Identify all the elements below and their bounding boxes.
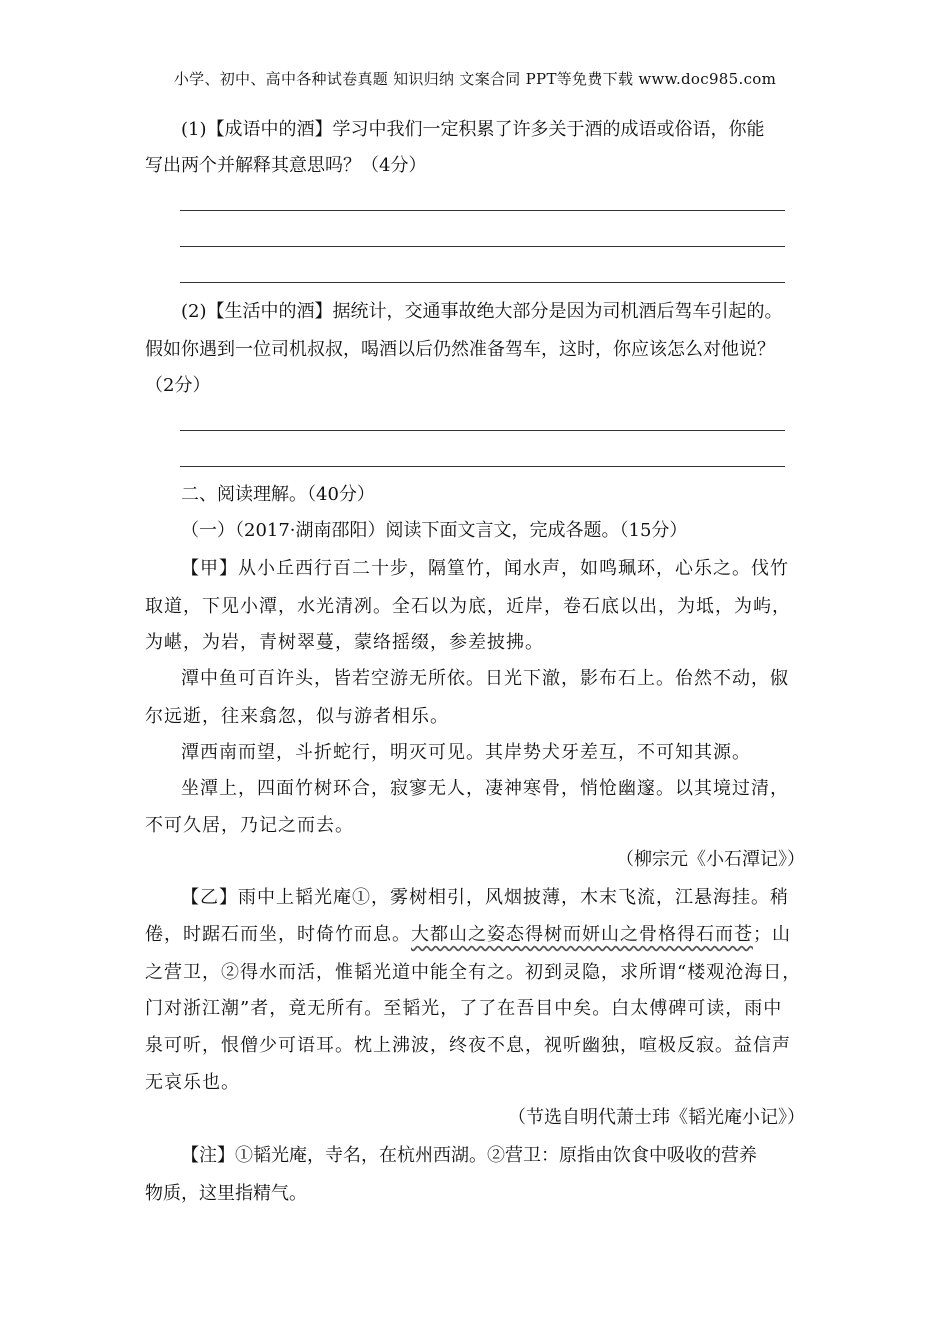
question-2-line-1: (2)【生活中的酒】据统计，交通事故绝大部分是因为司机酒后驾车引起的。 (181, 301, 783, 322)
passage-jia-line: 尔远逝，往来翕忽，似与游者相乐。 (145, 706, 449, 727)
answer-line[interactable] (180, 246, 785, 247)
page-header: 小学、初中、高中各种试卷真题 知识归纳 文案合同 PPT等免费下载 www.doc985.com (173, 70, 777, 88)
question-2-line-3: （2分） (145, 375, 211, 396)
passage-jia-line: 取道，下见小潭，水光清冽。全石以为底，近岸，卷石底以出，为坻，为屿， (145, 596, 791, 617)
passage-jia-line: 为嵁，为岩，青树翠蔓，蒙络摇缀，参差披拂。 (145, 632, 544, 653)
question-1-line-1: (1)【成语中的酒】学习中我们一定积累了许多关于酒的成语或俗语，你能 (181, 119, 765, 140)
passage-yi-line (145, 917, 810, 953)
passage-jia-line: 【甲】从小丘西行百二十步，隔篁竹，闻水声，如鸣珮环，心乐之。伐竹 (181, 558, 789, 579)
passage-yi-line: 泉可听，恨僧少可语耳。枕上沸波，终夜不息，视听幽独，喧极反寂。益信声 (145, 1035, 791, 1056)
wavy-underlined-sentence: 大都山之姿态得树而妍山之骨格得石而苍 (411, 924, 753, 945)
passage-yi-text: ；山 (753, 924, 791, 945)
question-1-line-2: 写出两个并解释其意思吗？（4分） (145, 155, 427, 176)
question-2-line-2: 假如你遇到一位司机叔叔，喝酒以后仍然准备驾车，这时，你应该怎么对他说？ (145, 339, 775, 360)
passage-yi-line: 无哀乐也。 (145, 1072, 240, 1093)
passage-jia-line: 不可久居，乃记之而去。 (145, 815, 354, 836)
subsection-heading: （一）（2017·湖南邵阳）阅读下面文言文，完成各题。（15分） (181, 520, 688, 541)
passage-yi-line: 【乙】雨中上韬光庵①，雾树相引，风烟披薄，木末飞流，江悬海挂。稍 (181, 887, 789, 908)
answer-line[interactable] (180, 210, 785, 211)
passage-yi-text: 倦，时踞石而坐，时倚竹而息。 (145, 924, 411, 945)
section-heading: 二、阅读理解。（40分） (181, 484, 375, 505)
answer-line[interactable] (180, 466, 785, 467)
passage-jia-line: 潭中鱼可百许头，皆若空游无所依。日光下澈，影布石上。佁然不动，俶 (181, 668, 789, 689)
passage-yi-line: 门对浙江潮”者，竟无所有。至韬光，了了在吾目中矣。白太傅碑可读，雨中 (145, 998, 783, 1019)
answer-line[interactable] (180, 430, 785, 431)
passage-yi-line: 之营卫，②得水而活，惟韬光道中能全有之。初到灵隐，求所谓“楼观沧海日， (145, 962, 802, 983)
answer-line[interactable] (180, 282, 785, 283)
note-line: 【注】①韬光庵，寺名，在杭州西湖。②营卫：原指由饮食中吸收的营养 (181, 1145, 757, 1166)
note-line: 物质，这里指精气。 (145, 1183, 307, 1204)
passage-jia-line: 坐潭上，四面竹树环合，寂寥无人，凄神寒骨，悄怆幽邃。以其境过清， (181, 778, 789, 799)
passage-jia-line: 潭西南而望，斗折蛇行，明灭可见。其岸势犬牙差互，不可知其源。 (181, 742, 751, 763)
passage-yi-source: （节选自明代萧士玮《韬光庵小记》） (508, 1107, 805, 1128)
passage-jia-source: （柳宗元《小石潭记》） (616, 849, 805, 870)
